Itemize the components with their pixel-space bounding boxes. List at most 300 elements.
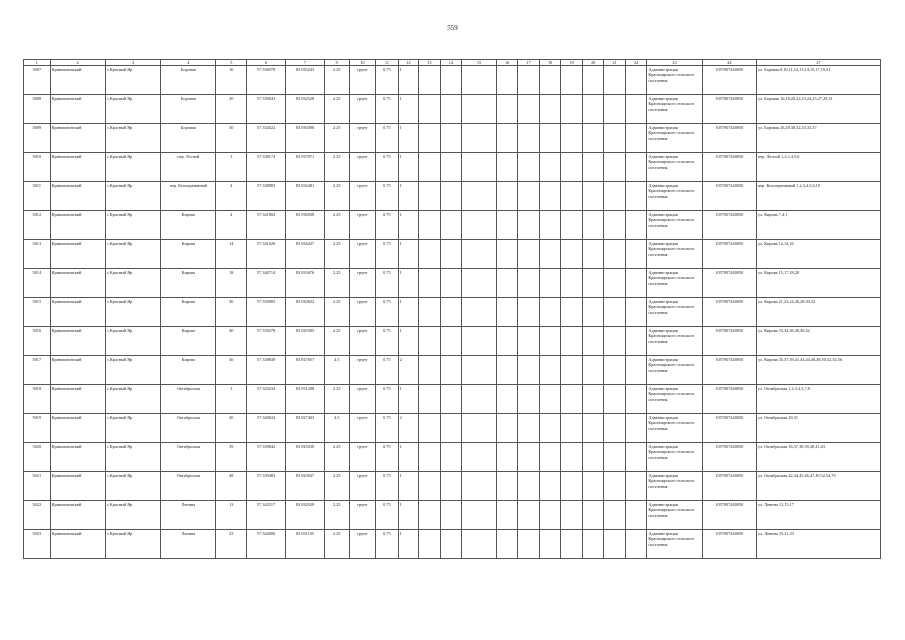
value-cell: 1	[398, 182, 418, 211]
value-cell: 0.75	[376, 153, 399, 182]
empty-cell	[496, 356, 518, 385]
width-cell: 2.25	[324, 385, 349, 414]
street-cell: Ленина	[161, 530, 216, 559]
value-cell: 0.75	[376, 443, 399, 472]
district-cell: Кривошеинский	[50, 153, 105, 182]
owner-cell: Администрация Красноярского сельского поселения	[647, 95, 702, 124]
surface-cell: грунт	[349, 414, 376, 443]
settlement-cell: с.Красный Яр	[105, 414, 160, 443]
empty-cell	[604, 327, 626, 356]
ogrn-cell: 1057007440050	[702, 66, 756, 95]
row-id: 5023	[24, 530, 51, 559]
value-cell: 0.75	[376, 211, 399, 240]
column-header: 4	[161, 60, 216, 66]
ogrn-cell: 1057007440050	[702, 414, 756, 443]
longitude-cell: 83.934427	[286, 240, 325, 269]
empty-cell	[518, 153, 540, 182]
empty-cell	[561, 269, 583, 298]
value-cell: 0.75	[376, 385, 399, 414]
row-id: 5020	[24, 443, 51, 472]
column-header: 7	[286, 60, 325, 66]
empty-cell	[462, 153, 497, 182]
width-cell: 2.25	[324, 327, 349, 356]
longitude-cell: 83.929305	[286, 327, 325, 356]
empty-cell	[496, 530, 518, 559]
width-cell: 2.25	[324, 298, 349, 327]
empty-cell	[518, 240, 540, 269]
surface-cell: грунт	[349, 356, 376, 385]
empty-cell	[462, 269, 497, 298]
settlement-cell: с.Красный Яр	[105, 66, 160, 95]
houses-cell: ул. Кирова 7,4,1	[756, 211, 880, 240]
houses-cell: пер. Кооперативный 1,2,3,4,5,6,10	[756, 182, 880, 211]
value-cell: 1	[398, 298, 418, 327]
row-id: 5009	[24, 124, 51, 153]
empty-cell	[582, 472, 604, 501]
row-id: 5015	[24, 298, 51, 327]
length-cell: 39	[216, 443, 247, 472]
owner-cell: Администрация Красноярского сельского поселения	[647, 182, 702, 211]
district-cell: Кривошеинский	[50, 124, 105, 153]
settlement-cell: с.Красный Яр	[105, 182, 160, 211]
width-cell: 4.5	[324, 356, 349, 385]
surface-cell: грунт	[349, 385, 376, 414]
empty-cell	[561, 66, 583, 95]
latitude-cell: 57.338983	[247, 182, 286, 211]
empty-cell	[518, 327, 540, 356]
empty-cell	[419, 327, 441, 356]
houses-cell: ул. Кирова 35,37,39,41,43,44,46,48,50,52,54,56	[756, 356, 880, 385]
surface-cell: грунт	[349, 95, 376, 124]
length-cell: 30	[216, 298, 247, 327]
latitude-cell: 57.339085	[247, 298, 286, 327]
empty-cell	[496, 269, 518, 298]
latitude-cell: 57.334322	[247, 124, 286, 153]
empty-cell	[462, 298, 497, 327]
surface-cell: грунт	[349, 501, 376, 530]
empty-cell	[582, 269, 604, 298]
empty-cell	[440, 530, 462, 559]
empty-cell	[518, 414, 540, 443]
houses-cell: ул. Ленина 12,15,17	[756, 501, 880, 530]
longitude-cell: 83.935243	[286, 66, 325, 95]
settlement-cell: с.Красный Яр	[105, 385, 160, 414]
empty-cell	[419, 298, 441, 327]
row-id: 5019	[24, 414, 51, 443]
owner-cell: Администрация Красноярского сельского поселения	[647, 443, 702, 472]
settlement-cell: с.Красный Яр	[105, 269, 160, 298]
empty-cell	[582, 385, 604, 414]
longitude-cell: 83.927403	[286, 414, 325, 443]
row-id: 5008	[24, 95, 51, 124]
district-cell: Кривошеинский	[50, 414, 105, 443]
ogrn-cell: 1057007440050	[702, 182, 756, 211]
column-header: 17	[518, 60, 540, 66]
longitude-cell: 83.934481	[286, 182, 325, 211]
ogrn-cell: 1057007440050	[702, 240, 756, 269]
empty-cell	[539, 240, 561, 269]
empty-cell	[496, 124, 518, 153]
street-cell: Кирова	[161, 327, 216, 356]
ogrn-cell: 1057007440050	[702, 153, 756, 182]
column-header: 21	[604, 60, 626, 66]
street-cell: пер. Кооперативный	[161, 182, 216, 211]
empty-cell	[561, 182, 583, 211]
value-cell: 1	[398, 240, 418, 269]
longitude-cell: 83.932929	[286, 501, 325, 530]
empty-cell	[582, 443, 604, 472]
column-header: 11	[376, 60, 399, 66]
empty-cell	[625, 240, 647, 269]
street-cell: Октябрьская	[161, 443, 216, 472]
latitude-cell: 57.339483	[247, 472, 286, 501]
width-cell: 2.25	[324, 472, 349, 501]
houses-cell: ул. Боровая 16,18,20,22,23,24,25,27,29,31	[756, 95, 880, 124]
surface-cell: грунт	[349, 182, 376, 211]
district-cell: Кривошеинский	[50, 269, 105, 298]
empty-cell	[462, 356, 497, 385]
value-cell: 0.75	[376, 530, 399, 559]
width-cell: 2.25	[324, 182, 349, 211]
length-cell: 13	[216, 501, 247, 530]
value-cell: 1	[398, 269, 418, 298]
street-cell: Кирова	[161, 298, 216, 327]
owner-cell: Администрация Красноярского сельского поселения	[647, 211, 702, 240]
houses-cell: ул. Кирова 33,34,36,38,40,42	[756, 327, 880, 356]
empty-cell	[582, 240, 604, 269]
latitude-cell: 57.336978	[247, 66, 286, 95]
empty-cell	[625, 153, 647, 182]
empty-cell	[604, 269, 626, 298]
district-cell: Кривошеинский	[50, 327, 105, 356]
empty-cell	[496, 472, 518, 501]
width-cell: 2.25	[324, 269, 349, 298]
empty-cell	[419, 66, 441, 95]
width-cell: 2.25	[324, 240, 349, 269]
empty-cell	[440, 211, 462, 240]
houses-cell: ул. Октябрьская 42,44,45,46,47,49,52,54,70	[756, 472, 880, 501]
empty-cell	[539, 95, 561, 124]
empty-cell	[625, 501, 647, 530]
empty-cell	[582, 182, 604, 211]
empty-cell	[440, 182, 462, 211]
empty-cell	[496, 66, 518, 95]
column-header: 5	[216, 60, 247, 66]
empty-cell	[440, 95, 462, 124]
empty-cell	[582, 124, 604, 153]
empty-cell	[625, 472, 647, 501]
empty-cell	[582, 356, 604, 385]
registry-body	[24, 66, 881, 559]
row-id: 5022	[24, 501, 51, 530]
empty-cell	[518, 298, 540, 327]
row-id: 5016	[24, 327, 51, 356]
width-cell: 2.25	[324, 95, 349, 124]
empty-cell	[419, 385, 441, 414]
empty-cell	[518, 385, 540, 414]
empty-cell	[440, 66, 462, 95]
table-row	[24, 472, 881, 501]
ogrn-cell: 1057007440050	[702, 501, 756, 530]
empty-cell	[582, 153, 604, 182]
length-cell: 23	[216, 530, 247, 559]
district-cell: Кривошеинский	[50, 298, 105, 327]
empty-cell	[419, 124, 441, 153]
owner-cell: Администрация Красноярского сельского поселения	[647, 240, 702, 269]
ogrn-cell: 1057007440050	[702, 443, 756, 472]
latitude-cell: 57.342000	[247, 530, 286, 559]
surface-cell: грунт	[349, 153, 376, 182]
street-cell: Кирова	[161, 240, 216, 269]
empty-cell	[561, 385, 583, 414]
empty-cell	[518, 124, 540, 153]
empty-cell	[625, 530, 647, 559]
column-header: 3	[105, 60, 160, 66]
latitude-cell: 57.342517	[247, 501, 286, 530]
table-row	[24, 385, 881, 414]
empty-cell	[539, 385, 561, 414]
empty-cell	[419, 153, 441, 182]
empty-cell	[604, 211, 626, 240]
empty-cell	[462, 501, 497, 530]
value-cell: 1	[398, 443, 418, 472]
empty-cell	[582, 211, 604, 240]
empty-cell	[518, 95, 540, 124]
table-row	[24, 124, 881, 153]
empty-cell	[582, 66, 604, 95]
value-cell: 0.75	[376, 182, 399, 211]
owner-cell: Администрация Красноярского сельского поселения	[647, 298, 702, 327]
value-cell: 1	[398, 327, 418, 356]
value-cell: 0.75	[376, 298, 399, 327]
surface-cell: грунт	[349, 298, 376, 327]
empty-cell	[625, 211, 647, 240]
column-header: 10	[349, 60, 376, 66]
length-cell: 18	[216, 269, 247, 298]
width-cell: 4.5	[324, 414, 349, 443]
houses-cell: ул. Октябрьская 36,37,38,39,40,41,43	[756, 443, 880, 472]
houses-cell: ул. Ленина 19,21,23	[756, 530, 880, 559]
length-cell: 3	[216, 385, 247, 414]
ogrn-cell: 1057007440050	[702, 211, 756, 240]
length-cell: 40	[216, 327, 247, 356]
empty-cell	[539, 327, 561, 356]
surface-cell: грунт	[349, 472, 376, 501]
empty-cell	[539, 530, 561, 559]
empty-cell	[625, 182, 647, 211]
empty-cell	[604, 124, 626, 153]
district-cell: Кривошеинский	[50, 530, 105, 559]
empty-cell	[604, 530, 626, 559]
row-id: 5010	[24, 153, 51, 182]
settlement-cell: с.Красный Яр	[105, 240, 160, 269]
empty-cell	[518, 443, 540, 472]
owner-cell: Администрация Красноярского сельского поселения	[647, 501, 702, 530]
value-cell: 2	[398, 414, 418, 443]
empty-cell	[582, 414, 604, 443]
empty-cell	[539, 501, 561, 530]
district-cell: Кривошеинский	[50, 501, 105, 530]
houses-cell: пер. Лесной 1,2,3,4,5,6	[756, 153, 880, 182]
empty-cell	[462, 472, 497, 501]
street-cell: Ленина	[161, 501, 216, 530]
surface-cell: грунт	[349, 124, 376, 153]
value-cell: 0.75	[376, 124, 399, 153]
empty-cell	[539, 182, 561, 211]
district-cell: Кривошеинский	[50, 211, 105, 240]
empty-cell	[419, 472, 441, 501]
longitude-cell: 83.933676	[286, 269, 325, 298]
empty-cell	[440, 124, 462, 153]
empty-cell	[462, 66, 497, 95]
table-row	[24, 501, 881, 530]
settlement-cell: с.Красный Яр	[105, 356, 160, 385]
value-cell: 0.75	[376, 356, 399, 385]
ogrn-cell: 1057007440050	[702, 530, 756, 559]
empty-cell	[440, 269, 462, 298]
width-cell: 2.25	[324, 124, 349, 153]
empty-cell	[496, 298, 518, 327]
street-cell: Кирова	[161, 269, 216, 298]
empty-cell	[582, 95, 604, 124]
ogrn-cell: 1057007440050	[702, 472, 756, 501]
empty-cell	[419, 182, 441, 211]
ogrn-cell: 1057007440050	[702, 327, 756, 356]
empty-cell	[496, 385, 518, 414]
surface-cell: грунт	[349, 240, 376, 269]
empty-cell	[561, 414, 583, 443]
owner-cell: Администрация Красноярского сельского поселения	[647, 124, 702, 153]
settlement-cell: с.Красный Яр	[105, 327, 160, 356]
empty-cell	[539, 298, 561, 327]
empty-cell	[604, 240, 626, 269]
empty-cell	[518, 356, 540, 385]
settlement-cell: с.Красный Яр	[105, 298, 160, 327]
empty-cell	[582, 327, 604, 356]
column-header: 16	[496, 60, 518, 66]
value-cell: 1	[398, 153, 418, 182]
street-cell: Кирова	[161, 211, 216, 240]
empty-cell	[625, 327, 647, 356]
houses-cell: ул. Октябрьская 29,31	[756, 414, 880, 443]
empty-cell	[440, 501, 462, 530]
settlement-cell: с.Красный Яр	[105, 472, 160, 501]
value-cell: 0.75	[376, 414, 399, 443]
street-cell: пер. Лесной	[161, 153, 216, 182]
empty-cell	[604, 356, 626, 385]
column-header: 19	[561, 60, 583, 66]
empty-cell	[604, 385, 626, 414]
empty-cell	[539, 443, 561, 472]
column-header: 18	[539, 60, 561, 66]
latitude-cell: 57.339043	[247, 95, 286, 124]
empty-cell	[625, 385, 647, 414]
empty-cell	[419, 501, 441, 530]
street-cell: Октябрьская	[161, 385, 216, 414]
empty-cell	[496, 501, 518, 530]
empty-cell	[582, 530, 604, 559]
roads-registry-table	[23, 59, 881, 559]
width-cell: 2.25	[324, 153, 349, 182]
empty-cell	[625, 414, 647, 443]
empty-cell	[440, 327, 462, 356]
empty-cell	[561, 298, 583, 327]
owner-cell: Администрация Красноярского сельского поселения	[647, 530, 702, 559]
empty-cell	[604, 95, 626, 124]
value-cell: 2	[398, 356, 418, 385]
length-cell: 14	[216, 240, 247, 269]
length-cell: 4	[216, 211, 247, 240]
column-header: 12	[398, 60, 418, 66]
district-cell: Кривошеинский	[50, 66, 105, 95]
empty-cell	[604, 182, 626, 211]
empty-cell	[625, 66, 647, 95]
longitude-cell: 83.931208	[286, 385, 325, 414]
length-cell: 10	[216, 66, 247, 95]
empty-cell	[604, 298, 626, 327]
length-cell: 3	[216, 153, 247, 182]
value-cell: 0.75	[376, 472, 399, 501]
empty-cell	[440, 472, 462, 501]
length-cell: 48	[216, 472, 247, 501]
surface-cell: грунт	[349, 211, 376, 240]
owner-cell: Администрация Красноярского сельского поселения	[647, 356, 702, 385]
street-cell: Кирова	[161, 356, 216, 385]
empty-cell	[561, 95, 583, 124]
empty-cell	[561, 472, 583, 501]
empty-cell	[625, 298, 647, 327]
empty-cell	[561, 240, 583, 269]
district-cell: Кривошеинский	[50, 385, 105, 414]
table-row	[24, 530, 881, 559]
table-row	[24, 327, 881, 356]
houses-cell: ул. Кирова 21,23,24,26,28,30,32	[756, 298, 880, 327]
empty-cell	[561, 443, 583, 472]
street-cell: Боровая	[161, 124, 216, 153]
empty-cell	[462, 414, 497, 443]
surface-cell: грунт	[349, 66, 376, 95]
empty-cell	[582, 501, 604, 530]
empty-cell	[496, 240, 518, 269]
empty-cell	[462, 211, 497, 240]
owner-cell: Администрация Красноярского сельского поселения	[647, 414, 702, 443]
latitude-cell: 57.340632	[247, 414, 286, 443]
empty-cell	[604, 501, 626, 530]
length-cell: 4	[216, 182, 247, 211]
settlement-cell: с.Красный Яр	[105, 153, 160, 182]
table-row	[24, 95, 881, 124]
column-header: 20	[582, 60, 604, 66]
empty-cell	[462, 95, 497, 124]
row-id: 5021	[24, 472, 51, 501]
longitude-cell: 83.932528	[286, 95, 325, 124]
column-header: 23	[647, 60, 702, 66]
ogrn-cell: 1057007440050	[702, 124, 756, 153]
empty-cell	[419, 530, 441, 559]
empty-cell	[518, 182, 540, 211]
empty-cell	[419, 356, 441, 385]
value-cell: 1	[398, 211, 418, 240]
district-cell: Кривошеинский	[50, 182, 105, 211]
table-row	[24, 269, 881, 298]
street-cell: Боровая	[161, 95, 216, 124]
latitude-cell: 57.341802	[247, 211, 286, 240]
empty-cell	[419, 269, 441, 298]
latitude-cell: 57.339842	[247, 443, 286, 472]
value-cell: 1	[398, 124, 418, 153]
width-cell: 2.25	[324, 530, 349, 559]
table-row	[24, 298, 881, 327]
